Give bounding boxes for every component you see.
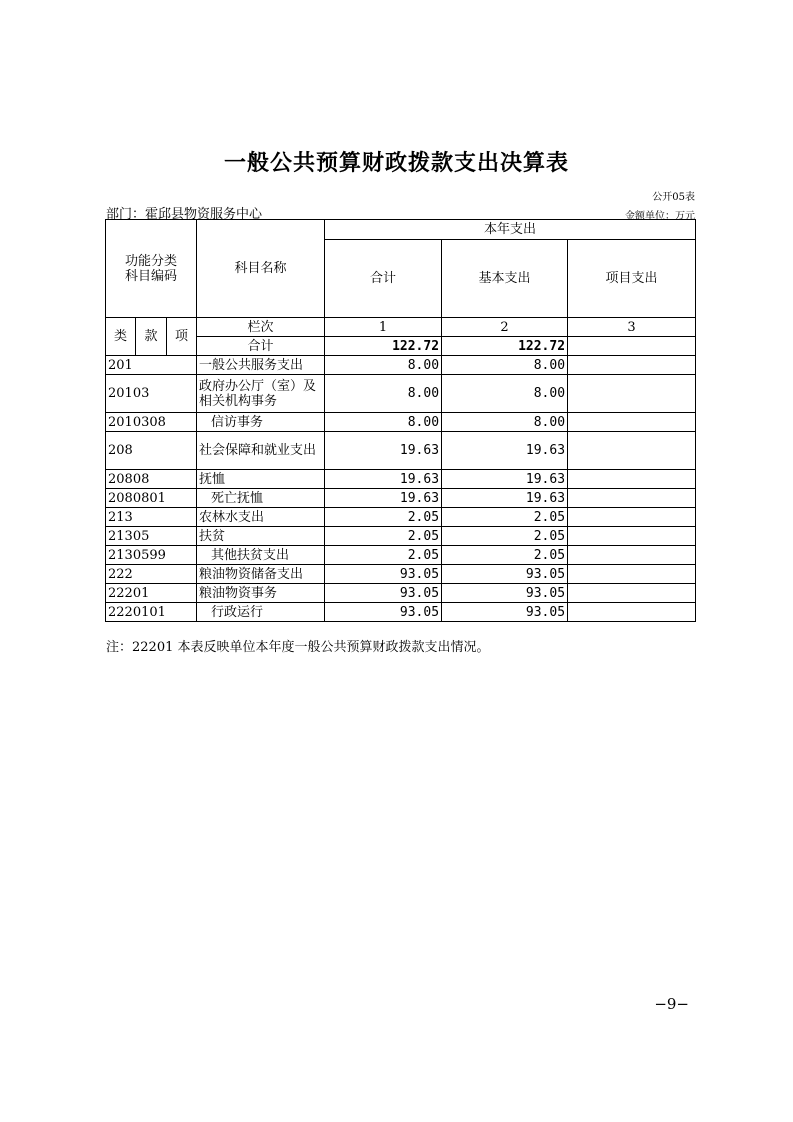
unit-label: 金额单位：万元: [625, 211, 695, 222]
table-row: [106, 603, 696, 622]
row-name: 死亡抚恤: [197, 489, 325, 508]
row-basic: 93.05: [442, 584, 568, 603]
row-total: 93.05: [325, 603, 442, 622]
row-project: [568, 432, 696, 470]
row-basic: 8.00: [442, 375, 568, 413]
row-project: [568, 413, 696, 432]
row-name: 粮油物资储备支出: [197, 565, 325, 584]
page-title: 一般公共预算财政拨款支出决算表: [223, 151, 569, 176]
table-row: [106, 489, 696, 508]
table-row: [106, 546, 696, 565]
row-basic: 19.63: [442, 470, 568, 489]
row-total: 8.00: [325, 375, 442, 413]
header-col2: 2: [442, 318, 568, 337]
row-name: 其他扶贫支出: [197, 546, 325, 565]
row-project: [568, 527, 696, 546]
row-project: [568, 546, 696, 565]
row-name: 粮油物资事务: [197, 584, 325, 603]
row-code: 2010308: [106, 413, 197, 432]
table-row: [106, 356, 696, 375]
row-basic: 2.05: [442, 546, 568, 565]
row-project: [568, 356, 696, 375]
row-name: 政府办公厅（室）及相关机构事务: [197, 375, 325, 413]
row-code: 2080801: [106, 489, 197, 508]
row-project: [568, 470, 696, 489]
row-name: 行政运行: [197, 603, 325, 622]
row-basic: 8.00: [442, 413, 568, 432]
sum-total: 122.72: [325, 337, 442, 356]
row-project: [568, 508, 696, 527]
row-name: 社会保障和就业支出: [197, 432, 325, 470]
row-total: 8.00: [325, 356, 442, 375]
header-project: 项目支出: [568, 240, 696, 318]
sum-project: [568, 337, 696, 356]
table-row: [106, 565, 696, 584]
row-name: 扶贫: [197, 527, 325, 546]
row-basic: 93.05: [442, 565, 568, 584]
row-code: 213: [106, 508, 197, 527]
row-code: 20808: [106, 470, 197, 489]
row-code: 21305: [106, 527, 197, 546]
sum-basic: 122.72: [442, 337, 568, 356]
table-code: 公开05表: [652, 192, 695, 203]
row-basic: 2.05: [442, 508, 568, 527]
row-name: 农林水支出: [197, 508, 325, 527]
table-row: [106, 527, 696, 546]
department-label: 部门：霍邱县物资服务中心: [106, 207, 263, 222]
row-basic: 2.05: [442, 527, 568, 546]
row-name: 信访事务: [197, 413, 325, 432]
row-basic: 8.00: [442, 356, 568, 375]
header-basic: 基本支出: [442, 240, 568, 318]
table-row: [106, 508, 696, 527]
header-col3: 3: [568, 318, 696, 337]
row-code: 22201: [106, 584, 197, 603]
header-kuan: 款: [136, 318, 167, 356]
header-func-code: 功能分类科目编码: [106, 220, 197, 318]
header-subject-name: 科目名称: [197, 220, 325, 318]
row-code: 2220101: [106, 603, 197, 622]
row-total: 8.00: [325, 413, 442, 432]
row-total: 19.63: [325, 470, 442, 489]
table-row: [106, 375, 696, 413]
row-basic: 93.05: [442, 603, 568, 622]
row-name: 一般公共服务支出: [197, 356, 325, 375]
header-xiang: 项: [167, 318, 197, 356]
row-total: 19.63: [325, 432, 442, 470]
page-number: −9−: [654, 995, 689, 1013]
header-total: 合计: [325, 240, 442, 318]
table-row: [106, 413, 696, 432]
row-total: 2.05: [325, 508, 442, 527]
table-row: [106, 432, 696, 470]
table-row: [106, 470, 696, 489]
row-project: [568, 489, 696, 508]
header-column-index: 栏次: [197, 318, 325, 337]
row-total: 2.05: [325, 527, 442, 546]
row-project: [568, 375, 696, 413]
row-basic: 19.63: [442, 489, 568, 508]
header-current-year: 本年支出: [325, 220, 696, 240]
row-code: 222: [106, 565, 197, 584]
table-row: [106, 584, 696, 603]
row-total: 93.05: [325, 565, 442, 584]
table-note: 注：22201 本表反映单位本年度一般公共预算财政拨款支出情况。: [106, 640, 490, 655]
row-project: [568, 584, 696, 603]
row-total: 93.05: [325, 584, 442, 603]
header-col1: 1: [325, 318, 442, 337]
row-code: 208: [106, 432, 197, 470]
row-code: 2130599: [106, 546, 197, 565]
row-total: 19.63: [325, 489, 442, 508]
header-lei: 类: [106, 318, 136, 356]
row-project: [568, 565, 696, 584]
row-project: [568, 603, 696, 622]
row-total: 2.05: [325, 546, 442, 565]
expenditure-table: [105, 219, 696, 622]
row-basic: 19.63: [442, 432, 568, 470]
row-code: 201: [106, 356, 197, 375]
sum-label: 合计: [197, 337, 325, 356]
row-name: 抚恤: [197, 470, 325, 489]
row-code: 20103: [106, 375, 197, 413]
